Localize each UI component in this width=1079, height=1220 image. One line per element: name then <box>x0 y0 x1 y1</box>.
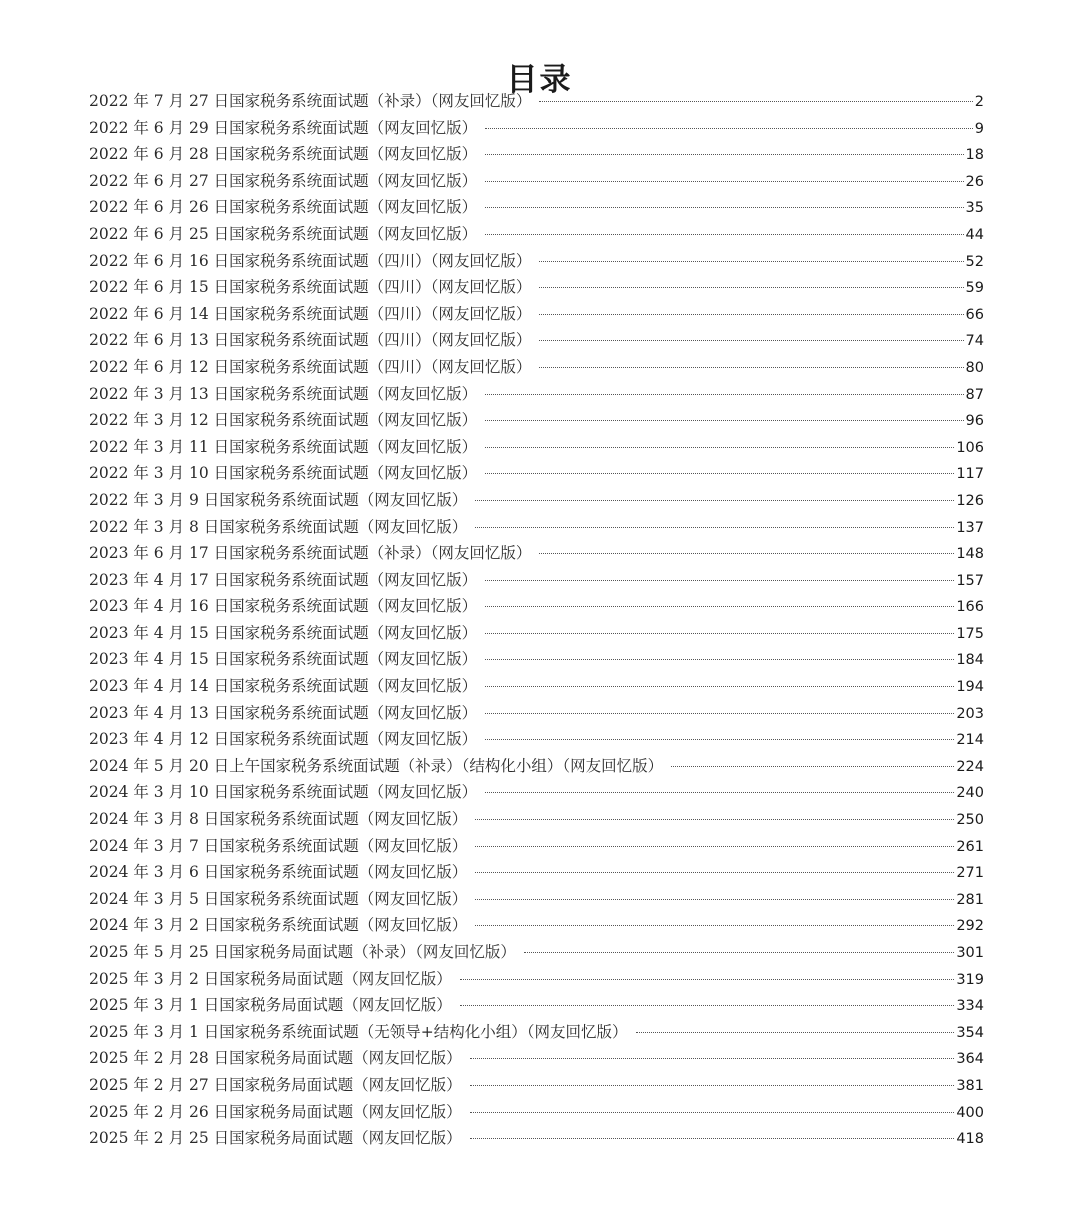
toc-entry-title: 2025 年 2 月 27 日国家税务局面试题（网友回忆版） <box>89 1075 462 1094</box>
toc-entry[interactable] <box>89 646 984 673</box>
toc-entry[interactable] <box>89 806 984 833</box>
toc-entry-title: 2022 年 6 月 15 日国家税务系统面试题（四川）（网友回忆版） <box>89 278 532 297</box>
toc-entry-page-number: 364 <box>956 1051 984 1068</box>
toc-entry-page-number: 334 <box>956 998 984 1015</box>
toc-entry-page-number: 26 <box>965 173 984 190</box>
toc-dot-leader <box>524 952 954 953</box>
toc-entry-title: 2023 年 4 月 13 日国家税务系统面试题（网友回忆版） <box>89 703 478 722</box>
toc-dot-leader <box>460 979 955 980</box>
toc-entry-page-number: 52 <box>965 253 984 270</box>
toc-entry[interactable] <box>89 540 984 567</box>
toc-entry-title: 2022 年 6 月 25 日国家税务系统面试题（网友回忆版） <box>89 224 478 243</box>
toc-entry[interactable] <box>89 859 984 886</box>
toc-dot-leader <box>485 792 954 793</box>
toc-entry-page-number: 44 <box>965 226 984 243</box>
toc-entry[interactable] <box>89 753 984 780</box>
toc-dot-leader <box>475 500 954 501</box>
toc-entry-title: 2023 年 4 月 15 日国家税务系统面试题（网友回忆版） <box>89 623 478 642</box>
toc-dot-leader <box>539 340 963 341</box>
toc-entry[interactable] <box>89 620 984 647</box>
toc-dot-leader <box>475 899 954 900</box>
toc-entry-title: 2024 年 3 月 8 日国家税务系统面试题（网友回忆版） <box>89 810 468 829</box>
toc-entry[interactable] <box>89 88 984 115</box>
toc-entry[interactable] <box>89 407 984 434</box>
toc-entry-title: 2022 年 6 月 29 日国家税务系统面试题（网友回忆版） <box>89 118 478 137</box>
toc-entry-title: 2022 年 6 月 13 日国家税务系统面试题（四川）（网友回忆版） <box>89 331 532 350</box>
toc-entry-title: 2023 年 6 月 17 日国家税务系统面试题（补录）（网友回忆版） <box>89 544 532 563</box>
toc-entry[interactable] <box>89 726 984 753</box>
toc-entry-page-number: 137 <box>956 519 984 536</box>
toc-entry-title: 2023 年 4 月 17 日国家税务系统面试题（网友回忆版） <box>89 570 478 589</box>
toc-entry[interactable] <box>89 912 984 939</box>
toc-entry-title: 2022 年 6 月 16 日国家税务系统面试题（四川）（网友回忆版） <box>89 251 532 270</box>
toc-dot-leader <box>539 314 963 315</box>
toc-entry-title: 2022 年 6 月 12 日国家税务系统面试题（四川）（网友回忆版） <box>89 357 532 376</box>
toc-entry[interactable] <box>89 673 984 700</box>
toc-entry[interactable] <box>89 593 984 620</box>
toc-entry-title: 2025 年 3 月 1 日国家税务系统面试题（无领导+结构化小组）（网友回忆版） <box>89 1022 628 1041</box>
toc-entry-page-number: 301 <box>956 945 984 961</box>
toc-entry-page-number: 148 <box>956 546 984 563</box>
toc-entry-title: 2022 年 7 月 27 日国家税务系统面试题（补录）（网友回忆版） <box>89 92 532 110</box>
toc-entry-page-number: 175 <box>956 625 984 642</box>
toc-dot-leader <box>485 633 954 634</box>
toc-entry-title: 2022 年 3 月 13 日国家税务系统面试题（网友回忆版） <box>89 384 478 403</box>
toc-entry-page-number: 194 <box>956 679 984 696</box>
toc-entry[interactable] <box>89 274 984 301</box>
toc-entry-title: 2023 年 4 月 14 日国家税务系统面试题（网友回忆版） <box>89 677 478 696</box>
toc-dot-leader <box>485 606 954 607</box>
toc-dot-leader <box>539 261 963 262</box>
toc-entry-page-number: 319 <box>956 971 984 988</box>
toc-entry-title: 2024 年 3 月 7 日国家税务系统面试题（网友回忆版） <box>89 836 468 855</box>
toc-entry-title: 2023 年 4 月 15 日国家税务系统面试题（网友回忆版） <box>89 650 478 669</box>
toc-entry[interactable] <box>89 460 984 487</box>
toc-entry-page-number: 18 <box>965 147 984 164</box>
toc-entry[interactable] <box>89 1099 984 1126</box>
toc-dot-leader <box>539 101 972 102</box>
toc-entry-page-number: 250 <box>956 812 984 829</box>
toc-entry-page-number: 261 <box>956 838 984 855</box>
toc-entry-page-number: 96 <box>965 413 984 430</box>
toc-entry-page-number: 117 <box>956 466 984 483</box>
toc-entry-title: 2024 年 3 月 5 日国家税务系统面试题（网友回忆版） <box>89 889 468 908</box>
toc-dot-leader <box>485 207 963 208</box>
toc-entry[interactable] <box>89 700 984 727</box>
toc-entry-page-number: 214 <box>956 732 984 749</box>
toc-entry-page-number: 400 <box>956 1104 984 1121</box>
toc-dot-leader <box>485 154 963 155</box>
toc-entry[interactable] <box>89 833 984 860</box>
toc-dot-leader <box>475 846 954 847</box>
toc-entry-title: 2024 年 3 月 10 日国家税务系统面试题（网友回忆版） <box>89 783 478 802</box>
toc-entry[interactable] <box>89 886 984 913</box>
toc-dot-leader <box>460 1005 955 1006</box>
toc-entry-page-number: 157 <box>956 572 984 589</box>
toc-entry-page-number: 240 <box>956 785 984 802</box>
toc-dot-leader <box>485 420 963 421</box>
toc-entry-page-number: 166 <box>956 599 984 616</box>
toc-entry[interactable] <box>89 115 984 142</box>
toc-entry-title: 2022 年 3 月 9 日国家税务系统面试题（网友回忆版） <box>89 490 468 509</box>
toc-entry[interactable] <box>89 939 984 966</box>
toc-dot-leader <box>485 739 954 740</box>
toc-entry-page-number: 59 <box>965 280 984 297</box>
toc-entry-title: 2022 年 3 月 11 日国家税务系统面试题（网友回忆版） <box>89 437 478 456</box>
toc-dot-leader <box>475 527 954 528</box>
toc-entry-title: 2025 年 2 月 28 日国家税务局面试题（网友回忆版） <box>89 1049 462 1068</box>
toc-entry-page-number: 418 <box>956 1131 984 1148</box>
toc-entry-title: 2024 年 3 月 6 日国家税务系统面试题（网友回忆版） <box>89 863 468 882</box>
toc-entry-title: 2023 年 4 月 16 日国家税务系统面试题（网友回忆版） <box>89 597 478 616</box>
toc-entry-title: 2022 年 6 月 26 日国家税务系统面试题（网友回忆版） <box>89 198 478 217</box>
toc-entry[interactable] <box>89 248 984 275</box>
toc-entry-title: 2024 年 5 月 20 日上午国家税务系统面试题（补录）（结构化小组）（网友回忆版） <box>89 756 664 775</box>
toc-entry-page-number: 2 <box>974 94 984 110</box>
toc-entry-title: 2022 年 3 月 12 日国家税务系统面试题（网友回忆版） <box>89 411 478 430</box>
toc-entry-title: 2025 年 2 月 26 日国家税务局面试题（网友回忆版） <box>89 1102 462 1121</box>
toc-dot-leader <box>485 234 963 235</box>
toc-dot-leader <box>485 580 954 581</box>
toc-entry-page-number: 9 <box>974 120 984 137</box>
toc-entry-title: 2025 年 3 月 1 日国家税务局面试题（网友回忆版） <box>89 996 452 1015</box>
toc-entry-page-number: 87 <box>965 386 984 403</box>
toc-entry-title: 2022 年 3 月 10 日国家税务系统面试题（网友回忆版） <box>89 464 478 483</box>
toc-dot-leader <box>470 1138 955 1139</box>
toc-entry[interactable] <box>89 381 984 408</box>
toc-entry[interactable] <box>89 141 984 168</box>
toc-dot-leader <box>485 128 973 129</box>
toc-dot-leader <box>485 659 954 660</box>
toc-dot-leader <box>539 287 963 288</box>
toc-entry-page-number: 74 <box>965 333 984 350</box>
toc-dot-leader <box>636 1032 955 1033</box>
toc-entry[interactable] <box>89 1072 984 1099</box>
toc-entry-page-number: 292 <box>956 918 984 935</box>
toc-entry[interactable] <box>89 301 984 328</box>
toc-entry-title: 2024 年 3 月 2 日国家税务系统面试题（网友回忆版） <box>89 916 468 935</box>
toc-entry[interactable] <box>89 168 984 195</box>
toc-entry-title: 2023 年 4 月 12 日国家税务系统面试题（网友回忆版） <box>89 730 478 749</box>
toc-dot-leader <box>485 181 963 182</box>
toc-entry[interactable] <box>89 327 984 354</box>
toc-entry-title: 2022 年 3 月 8 日国家税务系统面试题（网友回忆版） <box>89 517 468 536</box>
toc-entry-page-number: 271 <box>956 865 984 882</box>
toc-dot-leader <box>539 553 954 554</box>
toc-entry-page-number: 126 <box>956 492 984 509</box>
toc-entry[interactable] <box>89 567 984 594</box>
toc-entry[interactable] <box>89 1019 984 1046</box>
toc-entry-title: 2022 年 6 月 14 日国家税务系统面试题（四川）（网友回忆版） <box>89 304 532 323</box>
toc-dot-leader <box>470 1112 955 1113</box>
toc-dot-leader <box>475 872 954 873</box>
toc-entry[interactable] <box>89 194 984 221</box>
toc-dot-leader <box>485 713 954 714</box>
toc-entry-title: 2025 年 2 月 25 日国家税务局面试题（网友回忆版） <box>89 1129 462 1148</box>
toc-entry-title: 2025 年 5 月 25 日国家税务局面试题（补录）（网友回忆版） <box>89 943 516 961</box>
toc-entry-page-number: 281 <box>956 891 984 908</box>
toc-dot-leader <box>485 447 954 448</box>
toc-entry[interactable] <box>89 487 984 514</box>
toc-entry-page-number: 354 <box>956 1024 984 1041</box>
toc-entry[interactable] <box>89 966 984 993</box>
toc-dot-leader <box>539 367 963 368</box>
toc-entry-title: 2022 年 6 月 28 日国家税务系统面试题（网友回忆版） <box>89 145 478 164</box>
toc-dot-leader <box>485 686 954 687</box>
toc-dot-leader <box>475 925 954 926</box>
toc-entry[interactable] <box>89 514 984 541</box>
toc-dot-leader <box>485 394 963 395</box>
toc-entry-page-number: 184 <box>956 652 984 669</box>
toc-entry[interactable] <box>89 1045 984 1072</box>
toc-entry-page-number: 66 <box>965 306 984 323</box>
toc-entry-page-number: 106 <box>956 439 984 456</box>
toc-dot-leader <box>671 766 954 767</box>
toc-entry[interactable] <box>89 992 984 1019</box>
toc-entry[interactable] <box>89 1125 984 1152</box>
toc-entry-page-number: 203 <box>956 705 984 722</box>
toc-entry-page-number: 35 <box>965 200 984 217</box>
toc-title: 目录 <box>506 61 573 98</box>
toc-entry-page-number: 224 <box>956 758 984 775</box>
toc-dot-leader <box>470 1085 955 1086</box>
toc-dot-leader <box>475 819 954 820</box>
toc-entry[interactable] <box>89 221 984 248</box>
toc-entry-title: 2025 年 3 月 2 日国家税务局面试题（网友回忆版） <box>89 969 452 988</box>
table-of-contents <box>89 88 984 1152</box>
toc-entry-page-number: 381 <box>956 1077 984 1094</box>
toc-entry[interactable] <box>89 779 984 806</box>
toc-dot-leader <box>470 1058 955 1059</box>
toc-entry[interactable] <box>89 434 984 461</box>
toc-entry-title: 2022 年 6 月 27 日国家税务系统面试题（网友回忆版） <box>89 171 478 190</box>
toc-entry[interactable] <box>89 354 984 381</box>
toc-dot-leader <box>485 473 954 474</box>
toc-entry-page-number: 80 <box>965 359 984 376</box>
